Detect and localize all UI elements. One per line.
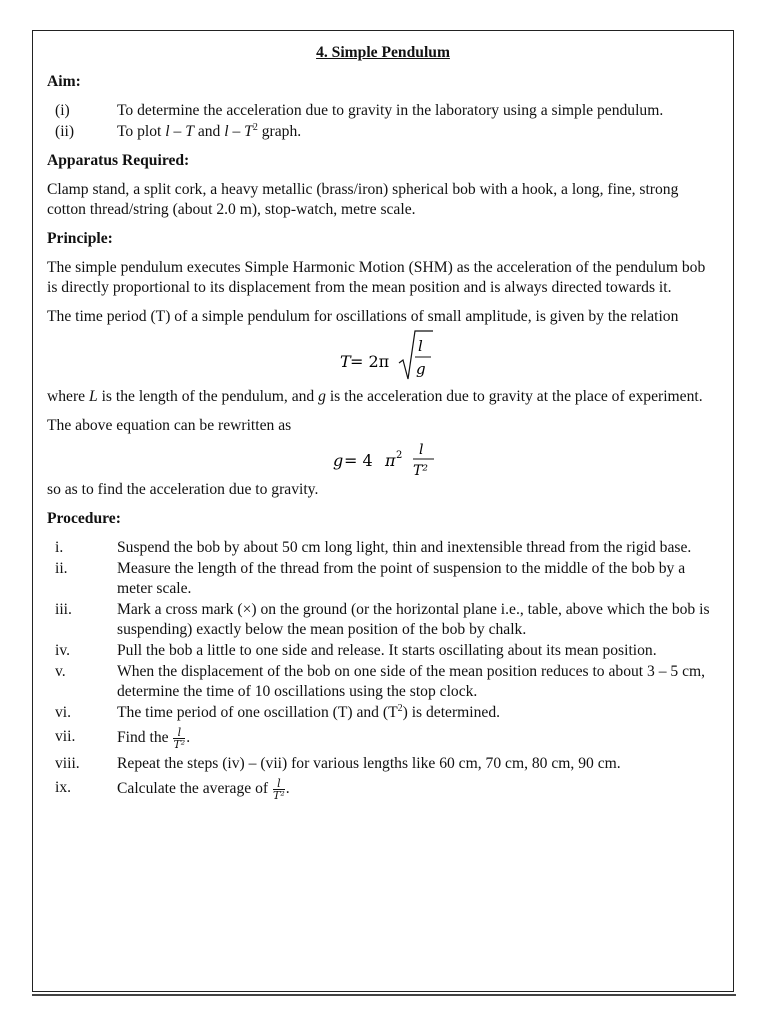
step-number: iii. [55,601,72,618]
step-number: iv. [55,642,71,659]
aim-heading: Aim: [47,73,81,90]
math-var: T [244,123,253,140]
eq1-denominator: g [416,360,426,378]
text-run: Calculate the average of [117,780,272,798]
fraction-numerator: l [273,778,285,790]
text-run: where [47,388,89,405]
step-text [117,778,719,801]
text-run: is the length of the pendulum, and [97,388,319,405]
principle-heading: Principle: [47,230,113,247]
page-bottom-rule [32,994,736,996]
eq2-pi: π [385,451,396,470]
item-number: (i) [55,102,70,119]
step-number: i. [55,539,64,556]
step-text [117,703,719,723]
list-item [47,538,719,558]
text-run: Find the [117,729,173,747]
item-text: To determine the acceleration due to gravity in the laboratory using a simple pendulum. [117,102,664,119]
step-text: Mark a cross mark (×) on the ground (or the horizontal plane i.e., table, above which the bob is suspending) exactly below the mean position of the bob by chalk. [117,601,710,638]
list-item [47,727,719,750]
list-item [47,122,719,142]
step-text: Measure the length of the thread from the point of suspension to the middle of the bob by a meter scale. [117,560,686,597]
step-text: When the displacement of the bob on one side of the mean position reduces to about 3 – 5 cm, determine the time of 10 oscillations using the stop clock. [117,663,706,700]
text-run: and [193,123,225,140]
principle-paragraph-1: The simple pendulum executes Simple Harmonic Motion (SHM) as the acceleration of the pendulum bob is directly proportional to its displacement from the mean position and is always directed towards it. [47,259,706,296]
step-number: ix. [55,779,72,796]
inline-fraction [273,778,285,801]
eq2-numerator: l [419,442,424,458]
apparatus-text: Clamp stand, a split cork, a heavy metallic (brass/iron) spherical bob with a hook, a long, fine, strong cotton thread/string (about 2.0 m), stop-watch, metre scale. [47,181,679,218]
text-run: ) is determined. [402,704,501,721]
math-var: l [165,123,170,140]
eq2-denominator: T² [413,463,428,479]
math-var: T [185,123,194,140]
step-text: Repeat the steps (iv) – (vii) for various lengths like 60 cm, 70 cm, 80 cm, 90 cm. [117,755,621,772]
eq2-lhs: g [333,451,344,470]
math-var: g [318,388,326,405]
equation-gravity-svg [47,436,719,482]
fraction-denominator: T² [273,789,285,802]
list-item [47,662,719,702]
step-number: vii. [55,728,76,745]
procedure-heading: Procedure: [47,510,121,527]
equation-gravity [47,436,719,480]
text-run: . [285,780,290,798]
eq1-numerator: l [418,337,423,355]
principle-paragraph-5: so as to find the acceleration due to gravity. [47,481,319,498]
text-run: To plot [117,123,166,140]
eq1-rhs: = 2π [350,352,390,371]
document-content [47,43,719,809]
fraction-denominator: T² [173,738,186,751]
superscript: 2 [252,121,258,133]
eq2-sup: 2 [396,450,403,461]
step-number: viii. [55,755,80,772]
page-frame [32,30,734,992]
math-var: l [224,123,229,140]
equation-period [47,327,719,387]
text-run: – [169,123,186,140]
item-text [117,122,719,142]
inline-fraction [173,727,185,750]
text-run: – [228,123,245,140]
aim-list [47,101,719,142]
superscript: 2 [397,702,403,714]
equation-period-svg [47,327,719,387]
list-item [47,641,719,661]
list-item [47,754,719,774]
step-number: vi. [55,704,72,721]
procedure-list [47,538,719,801]
principle-paragraph-2: The time period (T) of a simple pendulum for oscillations of small amplitude, is given by the relation [47,308,679,325]
item-number: (ii) [55,123,75,140]
page-title: 4. Simple Pendulum [316,44,450,61]
fraction-numerator: l [173,727,185,739]
step-number: ii. [55,560,68,577]
list-item [47,778,719,801]
text-run: The time period of one oscillation (T) and (T [117,704,398,721]
step-number: v. [55,663,66,680]
text-run: graph. [257,123,302,140]
step-text [117,727,719,750]
eq1-lhs: T [340,352,351,371]
apparatus-heading: Apparatus Required: [47,152,190,169]
list-item [47,559,719,599]
text-run: . [186,729,191,747]
text-run: is the acceleration due to gravity at the place of experiment. [325,388,703,405]
principle-paragraph-4: The above equation can be rewritten as [47,417,292,434]
step-text: Pull the bob a little to one side and release. It starts oscillating about its mean position. [117,642,657,659]
list-item [47,101,719,121]
step-text: Suspend the bob by about 50 cm long light, thin and inextensible thread from the rigid base. [117,539,692,556]
list-item [47,703,719,723]
eq2-rhs: = 4 [344,451,373,470]
principle-paragraph-3 [47,387,719,407]
list-item [47,600,719,640]
math-var: L [89,388,98,405]
